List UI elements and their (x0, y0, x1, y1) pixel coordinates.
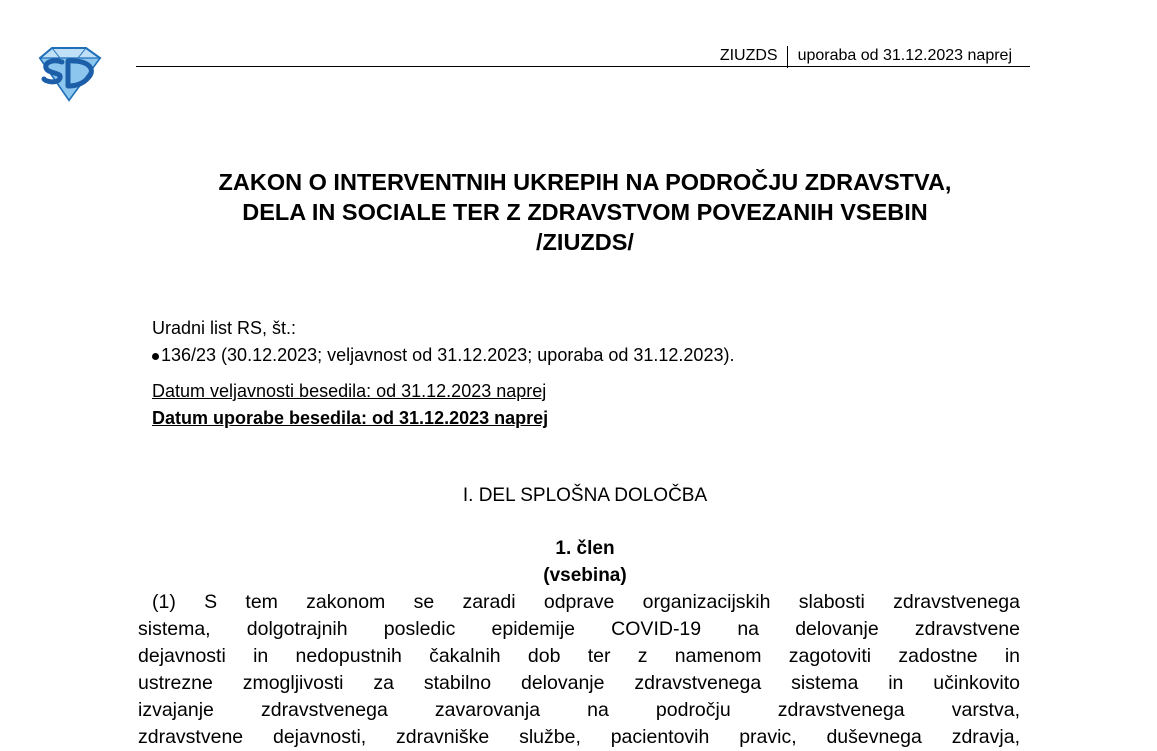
header-separator (787, 46, 788, 68)
bullet-icon (152, 353, 159, 360)
article-body (138, 589, 1020, 751)
running-header (720, 45, 1012, 67)
article-line: (1) S tem zakonom se zaradi odprave organizacijskih slabosti zdravstvenega (152, 591, 1020, 613)
article-topic: (vsebina) (543, 565, 627, 586)
header-validity-note: uporaba od 31.12.2023 naprej (797, 47, 1012, 64)
title-line-1: ZAKON O INTERVENTNIH UKREPIH NA PODROČJU ZDRAVSTVA, (218, 169, 952, 195)
application-date: Datum uporabe besedila: od 31.12.2023 naprej (152, 408, 549, 428)
article-number: 1. člen (555, 538, 615, 559)
part-heading: I. DEL SPLOŠNA DOLOČBA (462, 485, 708, 506)
validity-date: Datum veljavnosti besedila: od 31.12.2023 naprej (152, 381, 547, 401)
gazette-label: Uradni list RS, št.: (152, 318, 297, 338)
title-line-3: /ZIUZDS/ (536, 229, 634, 255)
article-line: sistema, dolgotrajnih posledic epidemije COVID-19 na delovanje zdravstvene (138, 618, 1020, 640)
sd-diamond-logo-icon (32, 44, 106, 104)
law-title (0, 167, 1157, 257)
text-dates-block (152, 378, 548, 432)
article-line: izvajanje zdravstvenega zavarovanja na področju zdravstvenega varstva, (138, 699, 1020, 721)
gazette-entry (152, 342, 734, 369)
header-abbreviation: ZIUZDS (719, 47, 778, 64)
gazette-entry-text: 136/23 (30.12.2023; veljavnost od 31.12.2023; uporaba od 31.12.2023). (161, 345, 735, 365)
article-line: zdravstvene dejavnosti, zdravniške službe, pacientovih pravic, duševnega zdravja, (138, 726, 1020, 748)
header-rule (136, 66, 1030, 67)
official-gazette-block (152, 315, 734, 369)
article-line: ustrezne zmogljivosti za stabilno delovanje zdravstvenega sistema in učinkovito (138, 672, 1020, 694)
article-line: dejavnosti in nedopustnih čakalnih dob ter z namenom zagotoviti zadostne in (138, 645, 1020, 667)
title-line-2: DELA IN SOCIALE TER Z ZDRAVSTVOM POVEZANIH VSEBIN (242, 199, 928, 225)
